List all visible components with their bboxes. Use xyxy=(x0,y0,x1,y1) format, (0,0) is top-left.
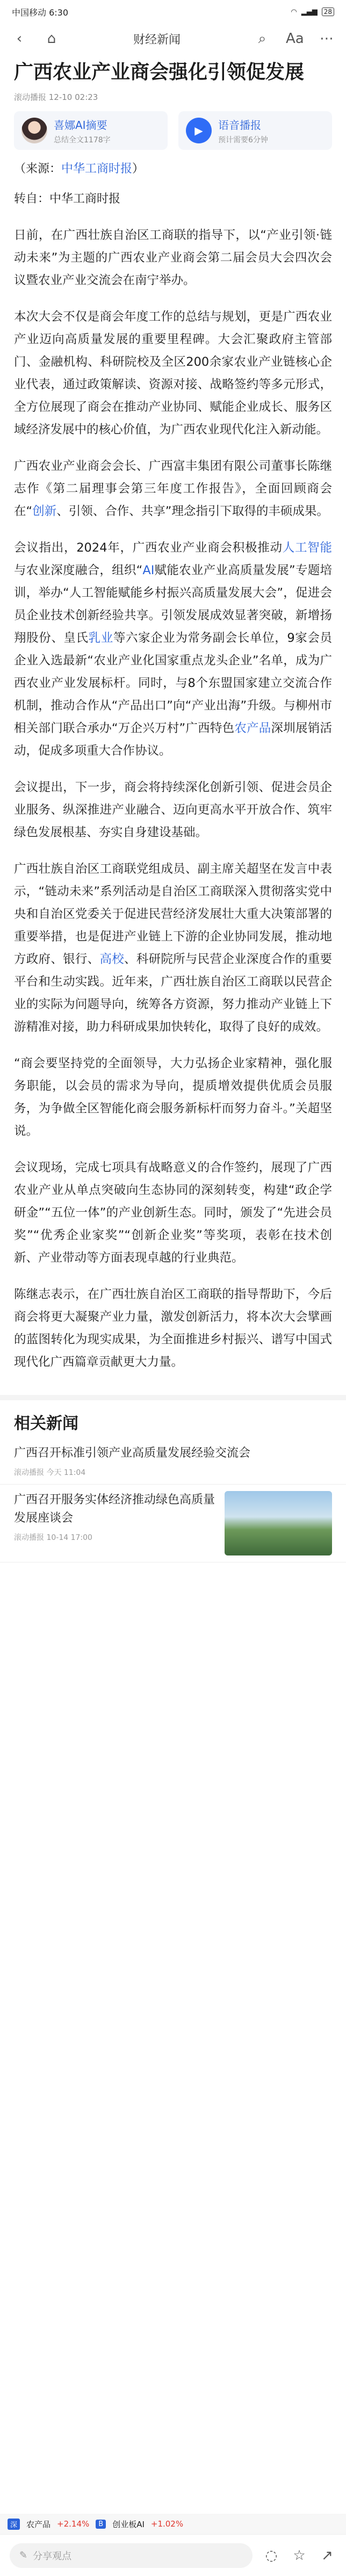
pen-icon: ✎ xyxy=(19,2550,28,2561)
battery-icon: 28 xyxy=(322,8,334,16)
ticker-value-2: +1.02% xyxy=(150,2519,184,2529)
ai-digest-button[interactable] xyxy=(14,111,168,150)
source-line: （来源：中华工商时报） xyxy=(14,162,145,176)
carrier-label: 中国移动 xyxy=(12,7,47,18)
related-item[interactable] xyxy=(0,1485,346,1562)
paragraph-4: 会议指出，2024年，广西农业产业商会积极推动人工智能与农业深度融合，组织“AI赋能农业产业高质量发展”专题培训，举办“人工智能赋能乡村振兴高质量发展大会”，促进会员企业技术创新经验共享。引领发展成效显著突破，新增扬翔股份、皇氏乳业等六家企业为常务副会长单位，9家会员企业入选最新“农业产业化国家重点龙头企业”名单，成为广西农业产业发展标杆。同时，与8个东盟国家建立交流合作机制，推动合作从“产品出口”向“产业出海”升级。与柳州市相关部门联合承办“万企兴万村”广西特色农产品深圳展销活动，促成多项重大合作协议。 xyxy=(14,541,332,758)
nav-left xyxy=(11,31,60,47)
comment-placeholder: 分享观点 xyxy=(33,2550,72,2562)
keyword-link[interactable]: 乳业 xyxy=(88,631,113,645)
voice-title: 语音播报 xyxy=(218,118,261,132)
related-thumbnail xyxy=(225,1491,332,1555)
home-icon[interactable]: ⌂ xyxy=(47,31,56,47)
status-indicators xyxy=(291,8,334,16)
status-bar xyxy=(0,0,346,24)
more-icon[interactable]: ⋯ xyxy=(319,31,334,47)
keyword-link[interactable]: 创新 xyxy=(32,504,57,518)
related-title: 相关新闻 xyxy=(14,1414,78,1433)
paragraph-8: 会议现场，完成七项具有战略意义的合作签约，展现了广西农业产业从单点突破向生态协同的深刻转变，构建“政企学研金”“五位一体”的产业创新生态。同时，颁发了“先进会员奖”“优秀企业家奖”“创新企业奖”等奖项，表彰在技术创新、产业带动等方面表现卓越的行业典范。 xyxy=(14,1161,332,1265)
ticker-name-1: 农产品 xyxy=(26,2519,51,2529)
comment-icon[interactable]: ◌ xyxy=(265,2547,278,2564)
comment-bar xyxy=(0,2534,346,2576)
play-icon: ▶ xyxy=(186,118,212,143)
signal-icon: ▂▄▆ xyxy=(301,8,318,16)
ticker-name-2: 创业板AI xyxy=(112,2519,145,2529)
market-tag: 深 xyxy=(8,2519,20,2530)
paragraph-5: 会议提出，下一步，商会将持续深化创新引领、促进会员企业服务、纵深推进产业融合、迈向更高水平开放合作、筑牢绿色发展根基、夯实自身建设基础。 xyxy=(14,780,332,840)
keyword-link[interactable]: 高校 xyxy=(99,952,125,966)
related-item-meta: 滚动播报 10-14 17:00 xyxy=(14,1533,92,1542)
keyword-link[interactable]: 农产品 xyxy=(234,721,271,735)
keyword-link[interactable]: AI xyxy=(142,563,155,577)
related-item[interactable] xyxy=(0,1438,346,1485)
page-title: 财经新闻 xyxy=(133,33,181,47)
paragraph-9: 陈继志表示，在广西壮族自治区工商联的指导帮助下，今后商会将更大凝聚产业力量，激发创新活力，将本次大会擘画的蓝图转化为现实成果，为全面推进乡村振兴、谱写中国式现代化广西篇章贡献更大力量。 xyxy=(14,1287,332,1369)
clock: 6:30 xyxy=(49,7,69,18)
digest-sub: 总结全文1178字 xyxy=(54,135,111,144)
back-icon[interactable]: ‹ xyxy=(16,31,23,47)
nav-right xyxy=(254,31,335,47)
voice-play-button[interactable] xyxy=(178,111,332,150)
reprint-line: 转自：中华工商时报 xyxy=(14,192,121,206)
paragraph-7: “商会要坚持党的全面领导，大力弘扬企业家精神，强化服务职能，以会员的需求为导向，提质增效提供优质会员服务，为争做全区智能化商会服务新标杆而努力奋斗。”关超坚说。 xyxy=(14,1057,332,1138)
article-actions xyxy=(14,111,332,150)
market-tag-2: B xyxy=(96,2520,106,2529)
share-icon[interactable]: ↗ xyxy=(321,2547,333,2564)
stock-ticker[interactable] xyxy=(0,2514,346,2534)
source-link[interactable]: 中华工商时报 xyxy=(61,162,133,176)
digest-title: 喜娜AI摘要 xyxy=(54,118,107,132)
related-item-title: 广西召开标准引领产业高质量发展经验交流会 xyxy=(14,1446,251,1460)
article xyxy=(0,59,346,1373)
voice-sub: 预计需要6分钟 xyxy=(218,135,268,144)
ai-avatar xyxy=(21,118,47,143)
favorite-icon[interactable]: ☆ xyxy=(293,2547,306,2564)
keyword-link[interactable]: 人工智能 xyxy=(282,541,332,555)
top-nav xyxy=(0,24,346,54)
wifi-icon: ◠ xyxy=(291,8,297,16)
related-item-title: 广西召开服务实体经济推动绿色高质量发展座谈会 xyxy=(14,1493,215,1525)
paragraph-2: 本次大会不仅是商会年度工作的总结与规划，更是广西农业产业迈向高质量发展的重要里程碑。大会汇聚政府主管部门、金融机构、科研院校及全区200余家农业产业链核心企业代表，通过政策解读、资源对接、战略签约等多元形式，全方位展现了商会在推动产业协同、赋能企业成长、服务区域经济发展中的核心价值，为广西农业现代化注入新动能。 xyxy=(14,310,332,437)
section-divider xyxy=(0,1395,346,1400)
article-meta: 滚动播报 12-10 02:23 xyxy=(14,92,98,102)
related-item-meta: 滚动播报 今天 11:04 xyxy=(14,1468,86,1477)
font-size-button[interactable]: Aa xyxy=(285,31,304,47)
related-news xyxy=(0,1400,346,1562)
status-carrier-time xyxy=(12,6,68,18)
search-icon[interactable]: ⌕ xyxy=(258,30,266,47)
paragraph-6: 广西壮族自治区工商联党组成员、副主席关超坚在发言中表示，“链动未来”系列活动是自治区工商联深入贯彻落实党中央和自治区党委关于促进民营经济发展壮大重大决策部署的重要举措，也是促进产业链上下游的企业协同发展，推动地方政府、银行、高校、科研院所与民营企业深度合作的重要平台和生动实践。近年来，广西壮族自治区工商联以民营企业的实际为问题导向，统筹各方资源，努力推动产业链上下游精准对接，助力科研成果加快转化，取得了良好的成效。 xyxy=(14,862,332,1034)
headline: 广西农业产业商会强化引领促发展 xyxy=(14,61,305,83)
comment-input[interactable] xyxy=(10,2543,253,2568)
paragraph-1: 日前，在广西壮族自治区工商联的指导下，以“产业引领·链动未来”为主题的广西农业产业商会第二届会员大会四次会议暨农业产业交流会在南宁举办。 xyxy=(14,228,332,287)
paragraph-3: 广西农业产业商会会长、广西富丰集团有限公司董事长陈继志作《第二届理事会第三年度工作报告》，全面回顾商会在“创新、引领、合作、共享”理念指引下取得的丰硕成果。 xyxy=(14,459,332,518)
ticker-value-1: +2.14% xyxy=(57,2519,90,2529)
